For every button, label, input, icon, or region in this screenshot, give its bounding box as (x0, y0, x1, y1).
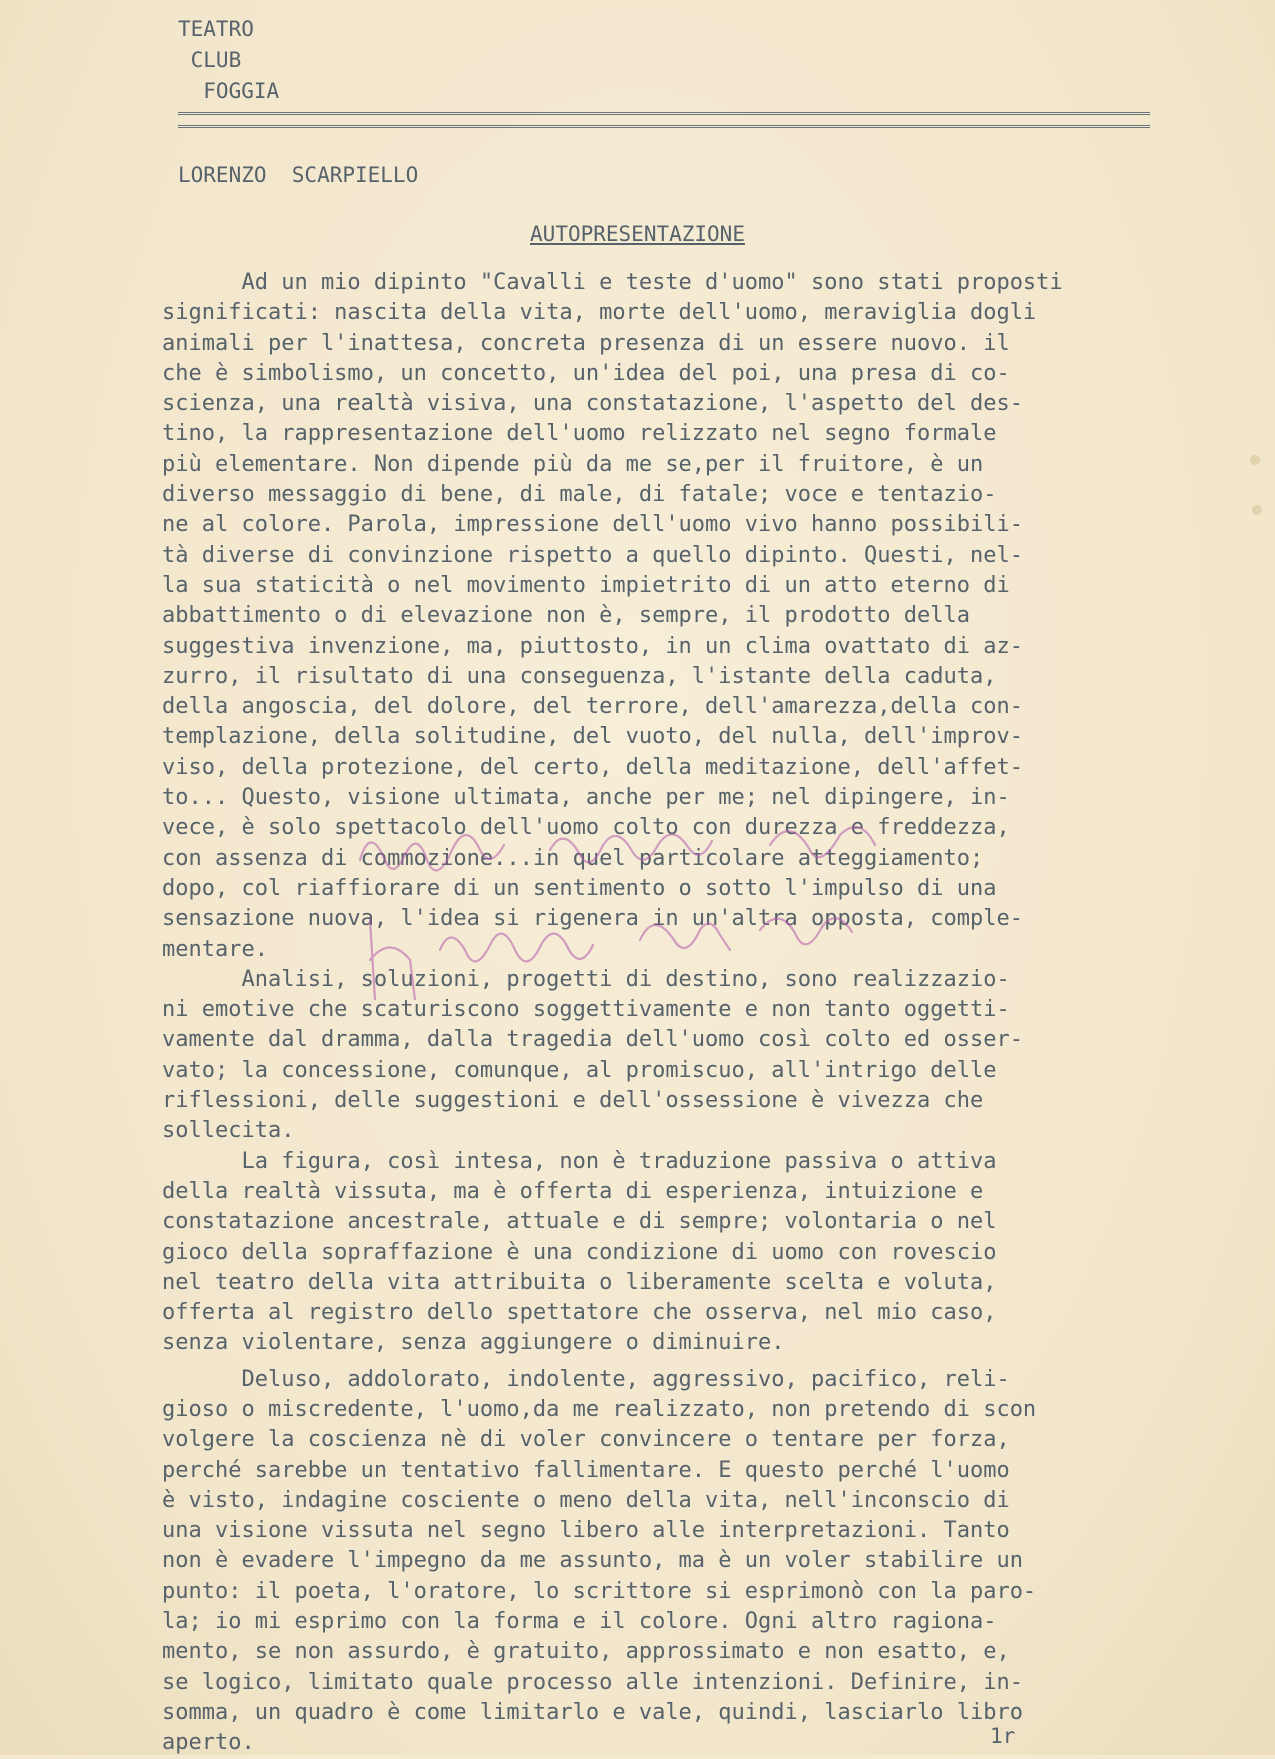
text-line: più elementare. Non dipende più da me se,per il fruitore, è un (162, 451, 984, 477)
text-line: la sua staticità o nel movimento impietrito di un atto eterno di (162, 572, 1010, 598)
text-line: vato; la concessione, comunque, al promiscuo, all'intrigo delle (162, 1057, 997, 1083)
separator-rule (178, 112, 1150, 115)
text-line: viso, della protezione, del certo, della meditazione, dell'affet- (162, 754, 1023, 780)
text-line: Deluso, addolorato, indolente, aggressivo, pacifico, reli- (162, 1366, 1010, 1392)
text-line: una visione vissuta nel segno libero alle interpretazioni. Tanto (162, 1518, 1010, 1544)
text-line: significati: nascita della vita, morte dell'uomo, meraviglia dogli (162, 300, 1037, 326)
text-line: nel teatro della vita attribuita o liberamente scelta e voluta, (162, 1269, 997, 1295)
text-line: tà diverse di convinzione rispetto a quello dipinto. Questi, nel- (162, 542, 1023, 568)
text-line: che è simbolismo, un concetto, un'idea del poi, una presa di co- (162, 360, 1010, 386)
text-line: della realtà vissuta, ma è offerta di esperienza, intuizione e (162, 1178, 984, 1204)
text-line: la; io mi esprimo con la forma e il colore. Ogni altro ragiona- (162, 1609, 997, 1635)
document-title: AUTOPRESENTAZIONE (530, 222, 745, 246)
letterhead-line: TEATRO (178, 17, 254, 41)
author-name: LORENZO SCARPIELLO (178, 163, 419, 187)
text-line: della angoscia, del dolore, del terrore, dell'amarezza,della con- (162, 694, 1023, 720)
text-line: Analisi, soluzioni, progetti di destino, sono realizzazio- (162, 966, 1010, 992)
text-line: suggestiva invenzione, ma, piuttosto, in un clima ovattato di az- (162, 633, 1023, 659)
text-line: tino, la rappresentazione dell'uomo relizzato nel segno formale (162, 421, 997, 447)
text-line: senza violentare, senza aggiungere o diminuire. (162, 1330, 785, 1356)
text-line: volgere la coscienza nè di voler convincere o tentare per forza, (162, 1427, 1010, 1453)
text-line: constatazione ancestrale, attuale e di sempre; volontaria o nel (162, 1209, 997, 1235)
text-line: ne al colore. Parola, impressione dell'uomo vivo hanno possibili- (162, 512, 1023, 538)
text-line: gioso o miscredente, l'uomo,da me realizzato, non pretendo di scon (162, 1396, 1037, 1422)
punch-hole (1250, 455, 1260, 465)
text-line: vamente dal dramma, dalla tragedia dell'uomo così colto ed osser- (162, 1027, 1023, 1053)
text-line: mento, se non assurdo, è gratuito, approssimato e non esatto, e, (162, 1639, 1010, 1665)
letterhead (178, 14, 279, 107)
text-line: dopo, col riaffiorare di un sentimento o sotto l'impulso di una (162, 875, 997, 901)
text-line: offerta al registro dello spettatore che osserva, nel mio caso, (162, 1300, 997, 1326)
text-line: perché sarebbe un tentativo fallimentare. E questo perché l'uomo (162, 1457, 1010, 1483)
text-line: Ad un mio dipinto "Cavalli e teste d'uomo" sono stati proposti (162, 270, 1063, 295)
letterhead-line: FOGGIA (178, 79, 280, 103)
separator-rule (178, 125, 1150, 128)
text-line: scienza, una realtà visiva, una constatazione, l'aspetto del des- (162, 391, 1023, 417)
text-line: sensazione nuova, l'idea si rigenera in un'altra opposta, comple- (162, 906, 1023, 932)
text-line: aperto. (162, 1730, 255, 1756)
letterhead-line: CLUB (178, 48, 242, 72)
text-line: diverso messaggio di bene, di male, di fatale; voce e tentazio- (162, 482, 997, 508)
body-text (162, 268, 1232, 1759)
text-line: riflessioni, delle suggestioni e dell'ossessione è vivezza che (162, 1088, 984, 1114)
text-line: sollecita. (162, 1118, 295, 1144)
text-line: templazione, della solitudine, del vuoto, del nulla, dell'improv- (162, 724, 1023, 750)
text-line: animali per l'inattesa, concreta presenza di un essere nuovo. il (162, 330, 1010, 356)
text-line: somma, un quadro è come limitarlo e vale, quindi, lasciarlo libro (162, 1699, 1023, 1725)
text-line: ni emotive che scaturiscono soggettivamente e non tanto oggetti- (162, 997, 1010, 1023)
text-line: vece, è solo spettacolo dell'uomo colto con durezza e freddezza, (162, 815, 1010, 841)
text-line: con assenza di commozione...in quel particolare atteggiamento; (162, 845, 984, 871)
text-line: se logico, limitato quale processo alle intenzioni. Definire, in- (162, 1669, 1023, 1695)
text-line: mentare. (162, 936, 268, 962)
text-line: to... Questo, visione ultimata, anche per me; nel dipingere, in- (162, 785, 1010, 811)
text-line: gioco della sopraffazione è una condizione di uomo con rovescio (162, 1239, 997, 1265)
text-line: punto: il poeta, l'oratore, lo scrittore si esprimonò con la paro- (162, 1578, 1037, 1604)
text-line: zurro, il risultato di una conseguenza, l'istante della caduta, (162, 663, 997, 689)
text-line: è visto, indagine cosciente o meno della vita, nell'inconscio di (162, 1487, 1010, 1513)
text-line: non è evadere l'impegno da me assunto, ma è un voler stabilire un (162, 1548, 1023, 1574)
text-line: La figura, così intesa, non è traduzione passiva o attiva (162, 1148, 997, 1174)
text-line: abbattimento o di elevazione non è, sempre, il prodotto della (162, 603, 970, 629)
page-number: 1r (990, 1724, 1016, 1748)
punch-hole (1252, 505, 1262, 515)
